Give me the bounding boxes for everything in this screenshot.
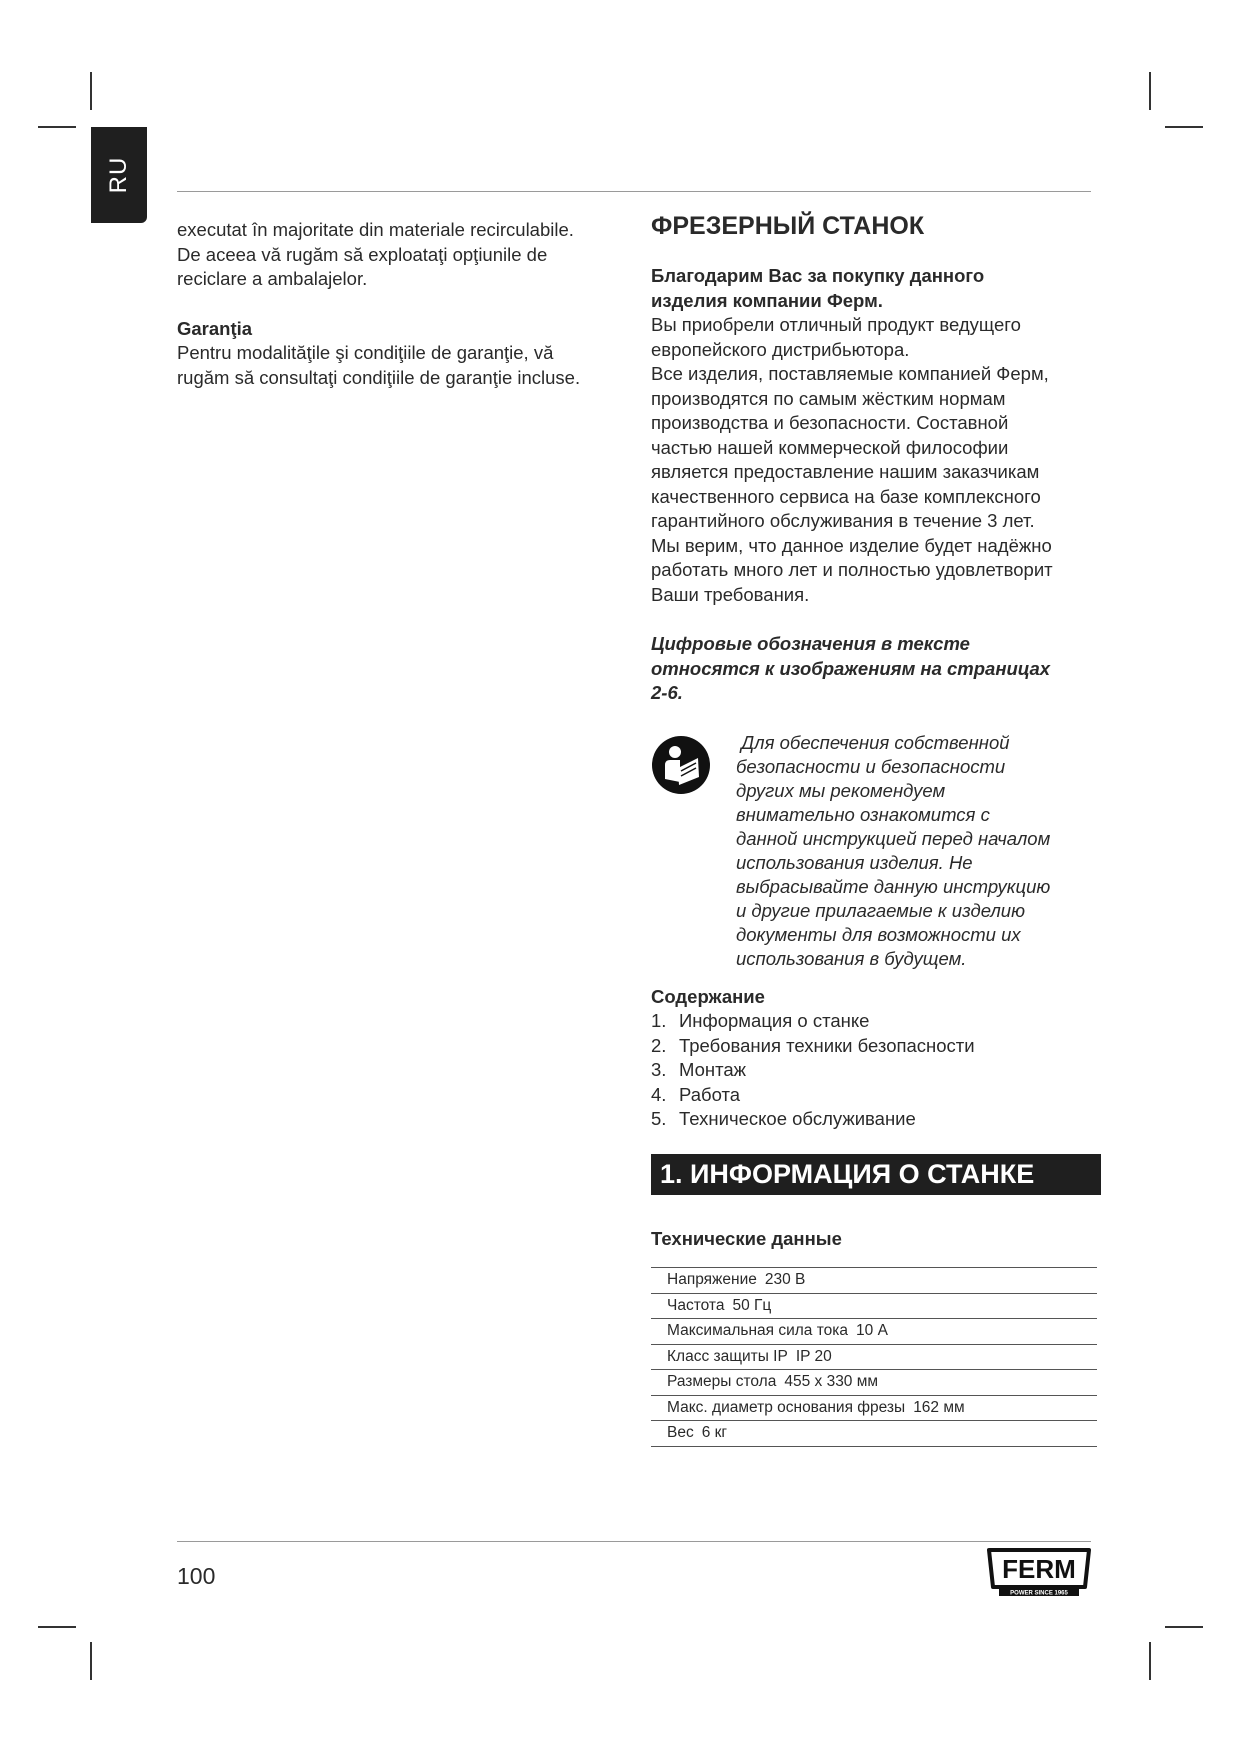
- spec-heading: Технические данные: [651, 1227, 842, 1249]
- crop-mark: [90, 1642, 92, 1680]
- crop-mark: [1165, 126, 1203, 128]
- thanks-line: изделия компании Ферм.: [651, 289, 883, 311]
- table-row: Макс. диаметр основания фрезы 162 мм: [651, 1395, 1097, 1421]
- notice-line: Для обеспечения собственной: [741, 731, 1010, 753]
- crop-mark: [1165, 1626, 1203, 1628]
- intro-line: executat în majoritate din materiale recirculabile.: [177, 219, 574, 240]
- figures-note-line: 2-6.: [651, 682, 683, 703]
- body-line: качественного сервиса на базе комплексного: [651, 485, 1041, 507]
- contents-item: 1. Информация о станке: [651, 1010, 870, 1031]
- warranty-heading: Garanţia: [177, 317, 253, 339]
- contents-item: 4. Работа: [651, 1083, 741, 1105]
- crop-mark: [38, 126, 76, 128]
- crop-mark: [1149, 1642, 1151, 1680]
- intro-line: reciclare a ambalajelor.: [177, 268, 368, 289]
- notice-line: данной инструкцией перед началом: [736, 827, 1051, 849]
- page-title: ФРЕЗЕРНЫЙ СТАНОК: [651, 212, 925, 240]
- warranty-line: Pentru modalităţile şi condiţiile de garanţie, vă: [177, 342, 554, 363]
- notice-line: и другие прилагаемые к изделию: [736, 899, 1025, 921]
- body-line: гарантийного обслуживания в течение 3 лет.: [651, 510, 1035, 531]
- table-row: Класс защиты IP IP 20: [651, 1344, 1097, 1370]
- ferm-logo: [985, 1547, 1093, 1597]
- body-line: Ваши требования.: [651, 583, 810, 605]
- svg-text:POWER SINCE 1965: POWER SINCE 1965: [1010, 1590, 1068, 1597]
- contents-item: 3. Монтаж: [651, 1059, 747, 1080]
- notice-line: внимательно ознакомится с: [736, 803, 990, 825]
- language-tab-label: RU: [105, 156, 132, 194]
- specs-table: [651, 1267, 1097, 1447]
- section-heading: 1. ИНФОРМАЦИЯ О СТАНКЕ: [651, 1154, 1101, 1195]
- body-line: Мы верим, что данное изделие будет надёжно: [651, 534, 1052, 556]
- notice-line: безопасности и безопасности: [736, 755, 1006, 777]
- svg-text:FERM: FERM: [1002, 1554, 1076, 1584]
- table-row: Частота 50 Гц: [651, 1293, 1097, 1319]
- contents-item: 2. Требования техники безопасности: [651, 1034, 975, 1056]
- notice-line: использования изделия. Не: [736, 851, 973, 873]
- body-line: работать много лет и полностью удовлетворит: [651, 559, 1053, 580]
- table-row: Напряжение 230 В: [651, 1268, 1097, 1294]
- body-line: частью нашей коммерческой философии: [651, 436, 1009, 458]
- body-line: Вы приобрели отличный продукт ведущего: [651, 314, 1021, 335]
- header-rule: [177, 191, 1091, 192]
- figures-note-line: Цифровые обозначения в тексте: [651, 633, 970, 654]
- language-tab: [91, 127, 147, 223]
- intro-line: De aceea vă rugăm să exploataţi opţiunile de: [177, 243, 548, 265]
- notice-line: выбрасывайте данную инструкцию: [736, 875, 1051, 897]
- crop-mark: [90, 72, 92, 110]
- body-line: европейского дистрибьютора.: [651, 338, 910, 360]
- footer-rule: [177, 1541, 1091, 1542]
- thanks-line: Благодарим Вас за покупку данного: [651, 265, 985, 286]
- notice-line: документы для возможности их: [736, 923, 1021, 945]
- table-row: Вес 6 кг: [651, 1421, 1097, 1447]
- notice-line: использования в будущем.: [736, 947, 967, 969]
- crop-mark: [38, 1626, 76, 1628]
- body-line: производства и безопасности. Составной: [651, 412, 1009, 433]
- page-number: 100: [177, 1563, 216, 1589]
- contents-title: Содержание: [651, 985, 765, 1007]
- warranty-line: rugăm să consultaţi condiţiile de garanţie incluse.: [177, 366, 581, 388]
- right-column: [651, 210, 1101, 1447]
- crop-mark: [1149, 72, 1151, 110]
- read-manual-icon: [651, 735, 711, 795]
- notice-line: других мы рекомендуем: [736, 779, 946, 801]
- body-line: производятся по самым жёстким нормам: [651, 387, 1006, 409]
- body-line: является предоставление нашим заказчикам: [651, 461, 1040, 482]
- table-row: Размеры стола 455 x 330 мм: [651, 1370, 1097, 1396]
- table-row: Максимальная сила тока 10 A: [651, 1319, 1097, 1345]
- left-column: [177, 218, 627, 390]
- body-line: Все изделия, поставляемые компанией Ферм,: [651, 363, 1049, 384]
- figures-note-line: относятся к изображениям на страницах: [651, 657, 1051, 679]
- contents-item: 5. Техническое обслуживание: [651, 1108, 916, 1129]
- contents-list: [651, 1009, 1101, 1132]
- safety-notice: [651, 731, 1101, 971]
